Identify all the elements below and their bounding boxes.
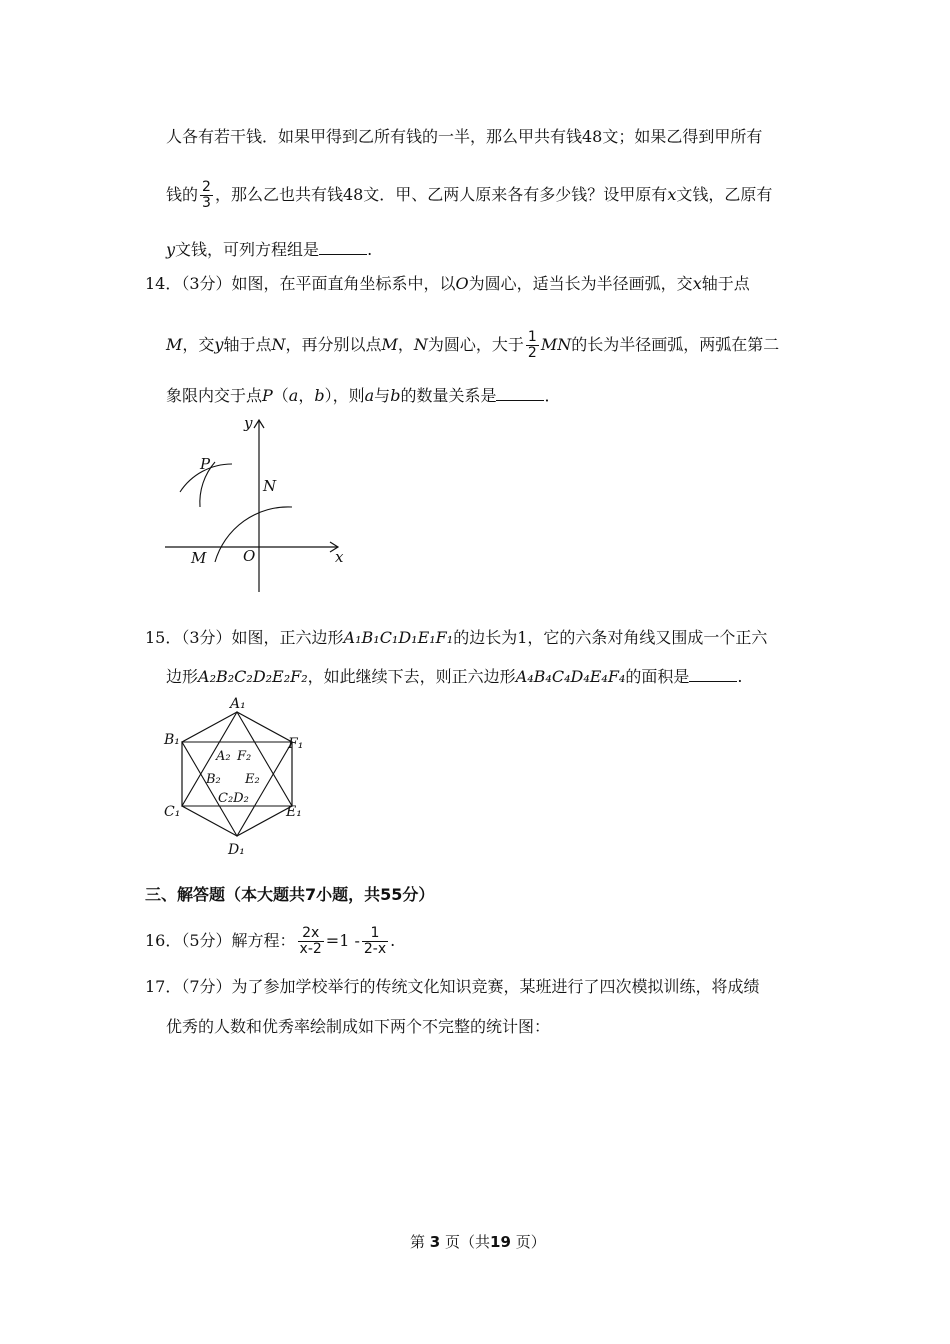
label-B1: B₁ bbox=[164, 732, 180, 748]
fig-label-O: O bbox=[243, 547, 256, 565]
q14-coordinate-figure bbox=[160, 412, 360, 597]
fig-label-N: N bbox=[263, 477, 277, 495]
page-number: 3 bbox=[429, 1233, 441, 1251]
answer-blank bbox=[319, 240, 367, 255]
q17-line1: 17．（7分）为了参加学校举行的传统文化知识竞赛，某班进行了四次模拟训练，将成绩 bbox=[145, 977, 760, 996]
answer-blank bbox=[496, 386, 544, 401]
label-A1: A₁ bbox=[230, 696, 246, 712]
label-C2D2: C₂D₂ bbox=[218, 791, 249, 806]
fraction-two-thirds: $\frac{2}{3}$ bbox=[202, 179, 211, 211]
q14-line2: M，交y轴于点N，再分别以点M，N为圆心，大于 $\frac{1}{2}$ MN的长为半径画弧，两弧在第二 bbox=[166, 329, 780, 361]
label-C1: C₁ bbox=[164, 804, 181, 820]
fig-label-M: M bbox=[191, 549, 207, 567]
q15-line2: 边形A₂B₂C₂D₂E₂F₂，如此继续下去，则正六边形A₄B₄C₄D₄E₄F₄的面积是 . bbox=[166, 667, 743, 686]
page-footer: 第 3 页（共19 页） bbox=[410, 1233, 546, 1251]
fraction-1-over-2-x: $\frac{1}{2-x}$ bbox=[363, 925, 387, 957]
q13-line1: 人各有若干钱．如果甲得到乙所有钱的一半，那么甲共有钱48文；如果乙得到甲所有 bbox=[166, 127, 763, 146]
fraction-one-half: $\frac{1}{2}$ bbox=[527, 329, 537, 361]
label-A2: A₂ bbox=[216, 749, 231, 764]
fig-label-y: y bbox=[244, 414, 253, 432]
hexagon-outer bbox=[182, 712, 292, 836]
answer-blank bbox=[689, 667, 737, 682]
q17-line2: 优秀的人数和优秀率绘制成如下两个不完整的统计图： bbox=[166, 1017, 551, 1036]
fig-label-P: P bbox=[200, 455, 211, 473]
q14-line3: 象限内交于点P（a，b），则a与b的数量关系是 ． bbox=[166, 386, 561, 405]
fraction-2x-over-x-2: $\frac{2x}{x-2}$ bbox=[299, 925, 322, 957]
label-F2: F₂ bbox=[237, 749, 252, 764]
label-D1: D₁ bbox=[228, 842, 245, 858]
q13-line2: 钱的 $\frac{2}{3}$ ，那么乙也共有钱48文．甲、乙两人原来各有多少钱？设甲原有x文钱，乙原有 bbox=[166, 179, 773, 211]
label-E1: E₁ bbox=[286, 804, 302, 820]
q16-line: 16．（5分）解方程： $\frac{2x}{x-2}$ =1 - $\frac{1}{2-x}$ . bbox=[145, 925, 396, 957]
fig-label-x: x bbox=[335, 548, 344, 566]
q15-line1: 15．（3分）如图，正六边形A₁B₁C₁D₁E₁F₁的边长为1，它的六条对角线又围成一个正六 bbox=[145, 628, 768, 647]
label-E2: E₂ bbox=[245, 772, 260, 787]
q13-line3: y文钱，可列方程组是 . bbox=[166, 240, 373, 259]
section-heading: 三、解答题（本大题共7小题，共55分） bbox=[145, 885, 435, 904]
q15-hexagon-figure bbox=[160, 694, 320, 864]
label-B2: B₂ bbox=[206, 772, 221, 787]
total-pages: 19 bbox=[490, 1233, 511, 1251]
label-F1: F₁ bbox=[288, 736, 304, 752]
q14-line1: 14．（3分）如图，在平面直角坐标系中，以O为圆心，适当长为半径画弧，交x轴于点 bbox=[145, 274, 750, 293]
